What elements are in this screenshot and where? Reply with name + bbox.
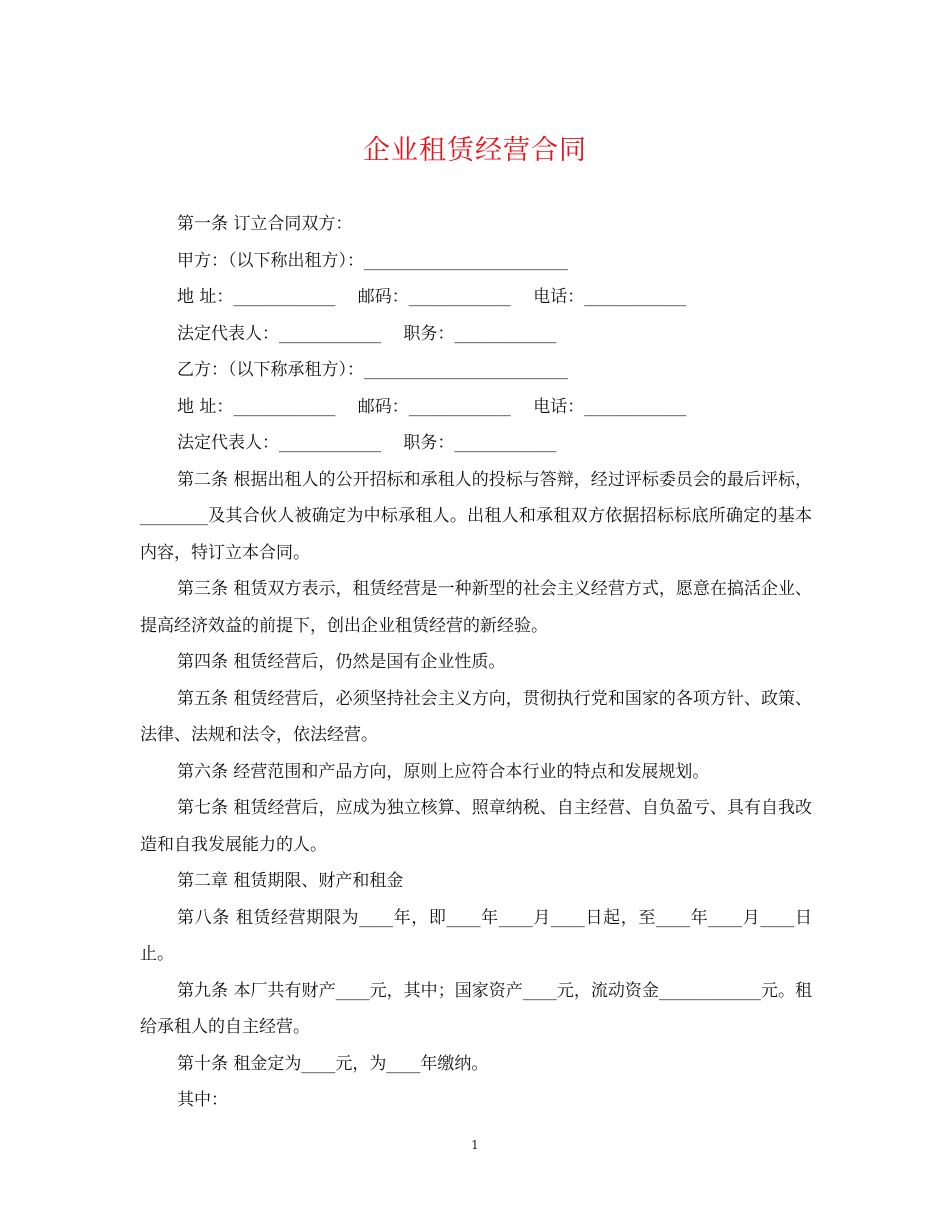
document-title: 企业租赁经营合同 xyxy=(363,135,587,166)
clause-2: 第二条 根据出租人的公开招标和承租人的投标与答辩，经过评标委员会的最后评标，________及其合伙人被确定为中标承租人。出租人和承租双方依据招标标底所确定的基本内容，特订立本合同。 xyxy=(140,469,812,563)
party-a-representative-line: 法定代表人：____________ 职务：____________ xyxy=(177,323,557,344)
clause-9: 第九条 本厂共有财产____元，其中；国家资产____元，流动资金____________元。租给承租人的自主经营。 xyxy=(140,980,812,1037)
party-b-representative-line: 法定代表人：____________ 职务：____________ xyxy=(177,433,557,453)
page-number: 1 xyxy=(471,1138,479,1152)
clause-3: 第三条 租赁双方表示，租赁经营是一种新型的社会主义经营方式，愿意在搞活企业、提高经济效益的前提下，创出企业租赁经营的新经验。 xyxy=(140,579,812,636)
chapter-2-heading: 第二章 租赁期限、财产和租金 xyxy=(177,871,404,891)
clause-10: 第十条 租金定为____元，为____年缴纳。 xyxy=(177,1053,489,1074)
clause-10-subheading: 其中： xyxy=(177,1090,228,1110)
party-b-address-line: 地 址：____________ 邮码：____________ 电话：____________ xyxy=(177,396,687,417)
party-a-address-line: 地 址：____________ 邮码：____________ 电话：____________ xyxy=(177,287,687,307)
clause-5: 第五条 租赁经营后，必须坚持社会主义方向，贯彻执行党和国家的各项方针、政策、法律、法规和法令，依法经营。 xyxy=(140,688,812,745)
clause-6: 第六条 经营范围和产品方向，原则上应符合本行业的特点和发展规划。 xyxy=(177,761,710,782)
clause-7: 第七条 租赁经营后，应成为独立核算、照章纳税、自主经营、自负盈亏、具有自我改造和自我发展能力的人。 xyxy=(140,798,812,855)
party-b-line: 乙方：（以下称承租方）：________________________ xyxy=(177,360,568,380)
clause-8: 第八条 租赁经营期限为____年，即____年____月____日起，至____年____月____日止。 xyxy=(140,907,812,964)
clause-1-heading: 第一条 订立合同双方： xyxy=(177,214,353,234)
clause-4: 第四条 租赁经营后，仍然是国有企业性质。 xyxy=(177,652,506,672)
party-a-line: 甲方：（以下称出租方）：________________________ xyxy=(177,250,568,271)
document-body xyxy=(140,206,812,1119)
